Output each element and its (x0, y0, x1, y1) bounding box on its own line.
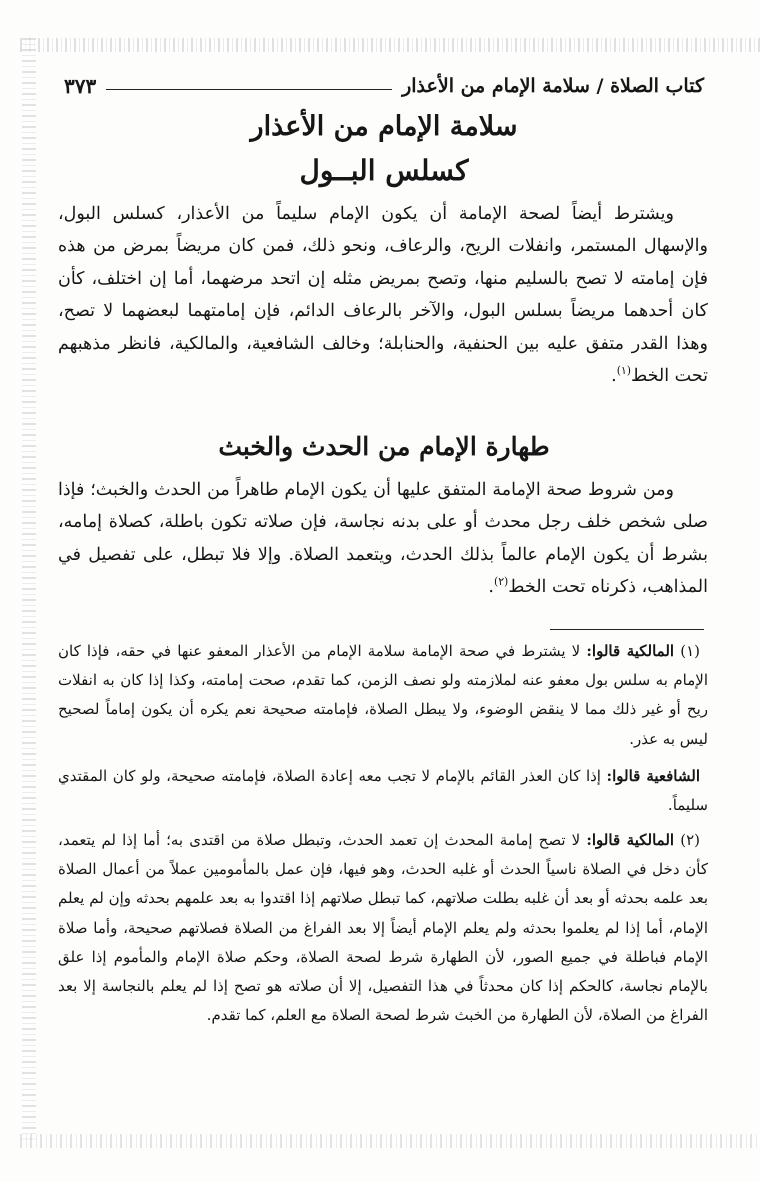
paragraph-text: ومن شروط صحة الإمامة المتفق عليها أن يكون الإمام طاهراً من الحدث والخبث؛ فإذا صلى شخص خلف رجل محدث أو على بدنه نجاسة، فإن صلاته تكون باطلة، كصلاة إمامه، بشرط أن يكون الإمام عالماً بذلك الحدث، ويتعمد الصلاة. وإلا فلا تبطل، على تفصيل في المذاهب، ذكرناه تحت الخط (58, 480, 708, 598)
header-rule (106, 89, 392, 90)
section-subheading-incontinence: كسلس البــول (299, 154, 469, 187)
paragraph-text: ويشترط أيضاً لصحة الإمامة أن يكون الإمام سليماً من الأعذار، كسلس البول، والإسهال المستمر، وانفلات الريح، والرعاف، ونحو ذلك، فمن كان مريضاً بمرض من هذه فإن إمامته لا تصح بالسليم منها، وتصح بمريض مثله إن اتحد مرضهما، أما إن اختلف، كأن كان أحدهما مريضاً بسلس البول، والآخر بالرعاف الدائم، فإن إمامتهما لبعضهما لا تصح، وهذا القدر متفق عليه بين الحنفية، والحنابلة؛ وخالف الشافعية، والمالكية، فانظر مذهبهم تحت الخط (58, 204, 708, 387)
footnote-school-label: المالكية قالوا: (586, 642, 675, 660)
footnote-1-shafii (58, 762, 708, 820)
section-heading-imam-purity: طهارة الإمام من الحدث والخبث (218, 432, 550, 461)
footnote-text: لا تصح إمامة المحدث إن تعمد الحدث، وتبطل صلاة من اقتدى به؛ أما إذا لم يتعمد، كأن دخل في الصلاة ناسياً الحدث أو غلبه الحدث، وهو فيها، فإن عمل بالمأمومين عملاً من أعمال الصلاة بعد علمه بحدثه أو بعد أن غلبه بطلت صلاتهم، كما تبطل صلاتهم إذا اقتدوا به بعد علمهم بحدثه وإن لم يعلم الإمام، أما إذا لم يعلموا بحدثه ولم يعلم الإمام أيضاً إلا بعد الفراغ من الصلاة فصلاتهم صحيحة، وأما صلاة الإمام فباطلة في جميع الصور، لأن الطهارة شرط لصحة الصلاة، وحكم صلاة الإمام والمأموم إذا علق بالإمام نجاسة، كالحكم إذا كان محدثاً في هذا التفصيل، إلا أن صلاته هو تصح إذا لم يعلم بالنجاسة إلا بعد الفراغ من الصلاة، لأن الطهارة من الخبث شرط لصحة الصلاة مع العلم، كما تقدم. (58, 831, 708, 1025)
scan-edge-top (20, 38, 760, 52)
scan-edge-left (22, 38, 36, 1142)
footnote-ref-1: (١) (616, 364, 631, 378)
footnote-text: إذا كان العذر القائم بالإمام لا تجب معه إعادة الصلاة، فإمامته صحيحة، ولو كان المقتدي سليماً. (58, 767, 708, 815)
paragraph-imam-soundness (58, 198, 708, 392)
footnote-separator (550, 629, 704, 630)
section-heading-imam-soundness: سلامة الإمام من الأعذار (250, 111, 518, 142)
footnote-text: لا يشترط في صحة الإمامة سلامة الإمام من الأعذار المعفو عنها في حقه، فإذا كان الإمام به سلس بول معفو عنه لملازمته ولو نصف الزمن، كما تقدم، صحت إمامته، وكذا إذا كان به انفلات ريح أو غير ذلك مما لا ينقض الوضوء، ولا يبطل الصلاة، فإمامته صحيحة نعم يكره أن يكون إماماً لصحيح ليس به عذر. (58, 642, 708, 748)
paragraph-imam-purity (58, 474, 708, 604)
paragraph-end: . (611, 366, 617, 387)
footnote-school-label: المالكية قالوا: (586, 831, 675, 849)
footnote-number: (٢) (680, 831, 700, 849)
footnote-school-label: الشافعية قالوا: (606, 767, 700, 785)
footnote-ref-2: (٢) (493, 575, 509, 589)
scan-edge-bottom (20, 1134, 760, 1148)
footnote-2-maliki (58, 826, 708, 1030)
running-header (64, 66, 704, 106)
running-header-title: كتاب الصلاة / سلامة الإمام من الأعذار (402, 75, 704, 97)
paragraph-end: . (488, 577, 494, 598)
footnote-number: (١) (680, 642, 701, 660)
page-number: ٣٧٣ (64, 74, 97, 98)
footnote-1-maliki (58, 637, 708, 754)
